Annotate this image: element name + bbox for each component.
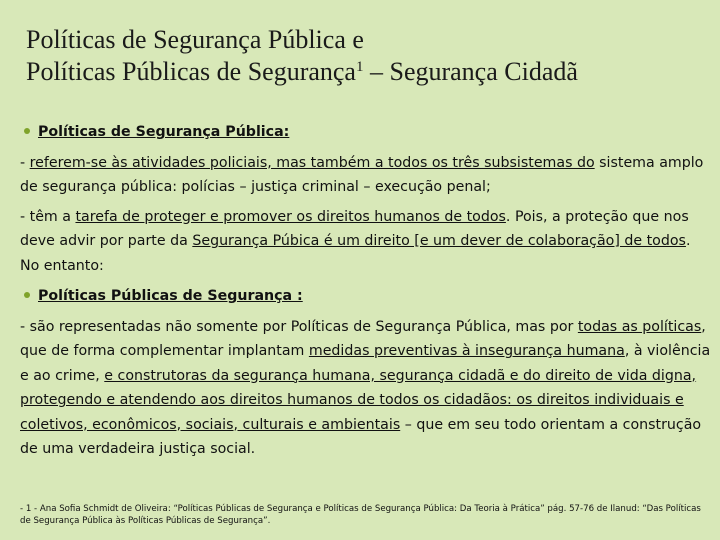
text-run: - são representadas não somente por Políticas de Segurança Pública, mas por bbox=[20, 318, 578, 335]
section-2-heading: Políticas Públicas de Segurança : bbox=[38, 288, 303, 304]
title-line-2-part-a: Políticas Públicas de Segurança bbox=[26, 57, 356, 86]
section-1-paragraph-2 bbox=[20, 205, 714, 279]
section-1-paragraph-1 bbox=[20, 151, 714, 200]
underlined-text: todas as políticas bbox=[577, 318, 702, 335]
text-run: . No entanto: bbox=[20, 233, 691, 274]
underlined-text: e construtoras da segurança humana, segurança cidadã e do direito de vida digna, protegendo e atendendo aos direitos humanos de todos os cidadãos: os direitos individuais e coletivos, econômicos, sociais, culturais e ambientais bbox=[20, 367, 697, 433]
title-line-2-part-b: – Segurança Cidadã bbox=[363, 57, 578, 86]
text-run: sistema amplo de segurança pública: polícias – justiça criminal – execução penal; bbox=[20, 154, 704, 195]
section-2-heading-row bbox=[20, 284, 714, 309]
slide-body bbox=[20, 120, 714, 467]
section-2-paragraph bbox=[20, 315, 714, 462]
text-run: - bbox=[20, 154, 30, 171]
text-run: , à violência e ao crime, bbox=[20, 343, 711, 384]
underlined-text: tarefa de proteger e promover os direitos humanos de todos bbox=[75, 208, 506, 225]
underlined-text: Segurança Púbica é um direito [e um dever de colaboração] de todos bbox=[192, 233, 686, 249]
title-line-1: Políticas de Segurança Pública e bbox=[26, 25, 364, 54]
section-1-heading: Políticas de Segurança Pública: bbox=[38, 124, 290, 140]
underlined-text: medidas preventivas à insegurança humana bbox=[308, 343, 625, 359]
footnote: - 1 - Ana Sofia Schmidt de Oliveira: “Políticas Públicas de Segurança e Políticas de Segurança Pública: Da Teoria à Prática” pág. 57-76 de Ilanud: “Das Políticas de Segurança Pública às Políticas Públicas de Segurança”. bbox=[20, 504, 701, 526]
bullet-icon bbox=[24, 292, 30, 298]
text-run: - têm a bbox=[20, 208, 76, 225]
bullet-icon bbox=[24, 128, 30, 134]
section-1-heading-row bbox=[20, 120, 714, 145]
text-run: – que em seu todo orientam a construção de uma verdadeira justiça social. bbox=[20, 416, 702, 457]
page-title bbox=[26, 24, 716, 88]
text-run: , que de forma complementar implantam bbox=[20, 318, 706, 359]
underlined-text: referem-se às atividades policiais, mas também a todos os três subsistemas do bbox=[29, 154, 595, 171]
text-run: . Pois, a proteção que nos deve advir por parte da bbox=[20, 208, 689, 249]
footnote-marker: 1 bbox=[355, 59, 364, 75]
